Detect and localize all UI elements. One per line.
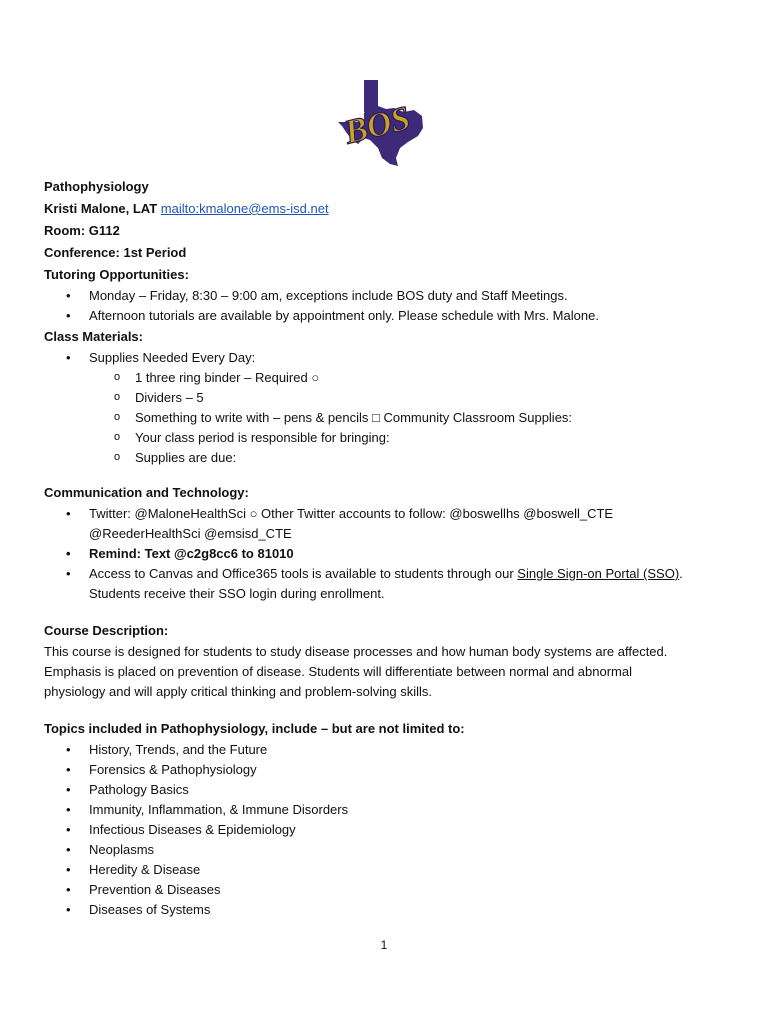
materials-heading: Class Materials:	[44, 329, 143, 344]
description-heading: Course Description:	[44, 623, 169, 638]
spacer	[44, 702, 724, 718]
texas-bos-logo-icon	[334, 76, 430, 170]
materials-list	[44, 348, 724, 368]
supplies-sublist	[44, 368, 724, 468]
document-body	[44, 176, 724, 920]
email-link[interactable]: mailto:kmalone@ems-isd.net	[160, 201, 329, 216]
topic-item: • Neoplasms	[44, 840, 724, 860]
description-line: physiology and will apply critical thinking and problem-solving skills.	[44, 684, 433, 699]
description-line: Emphasis is placed on prevention of disease. Students will differentiate between normal and abnormal	[44, 664, 632, 679]
topic-item: • Diseases of Systems	[44, 900, 724, 920]
access-line-2: Students receive their SSO login during enrollment.	[89, 586, 385, 601]
twitter-line-2: @ReederHealthSci @emsisd_CTE	[89, 526, 292, 541]
conference-info: Conference: 1st Period	[44, 245, 187, 260]
list-item: • Afternoon tutorials are available by appointment only. Please schedule with Mrs. Malone.	[44, 306, 724, 326]
tutoring-list	[44, 286, 724, 326]
spacer	[44, 604, 724, 620]
list-item: • Monday – Friday, 8:30 – 9:00 am, exceptions include BOS duty and Staff Meetings.	[44, 286, 724, 306]
teacher-line	[44, 198, 724, 220]
description-paragraph	[44, 642, 714, 702]
twitter-item	[44, 504, 724, 544]
access-item	[44, 564, 724, 604]
list-item: o 1 three ring binder – Required ○	[44, 368, 724, 388]
list-item: o Your class period is responsible for bringing:	[44, 428, 724, 448]
topic-item: • Prevention & Diseases	[44, 880, 724, 900]
logo-bos-text: BOS	[340, 99, 414, 152]
list-item: o Dividers – 5	[44, 388, 724, 408]
topic-item: • History, Trends, and the Future	[44, 740, 724, 760]
tutoring-heading: Tutoring Opportunities:	[44, 267, 189, 282]
teacher-name: Kristi Malone, LAT	[44, 201, 158, 216]
access-line-1	[89, 564, 724, 584]
sso-link[interactable]: Single Sign-on Portal (SSO)	[517, 566, 680, 581]
topic-item: • Immunity, Inflammation, & Immune Disorders	[44, 800, 724, 820]
topics-list	[44, 740, 724, 920]
access-period: .	[679, 566, 683, 581]
supplies-label: • Supplies Needed Every Day:	[44, 348, 724, 368]
course-title: Pathophysiology	[44, 179, 149, 194]
page-number: 1	[380, 938, 388, 952]
room-info: Room: G112	[44, 223, 120, 238]
remind-item: • Remind: Text @c2g8cc6 to 81010	[44, 544, 724, 564]
description-line: This course is designed for students to study disease processes and how human body systems are affected.	[44, 644, 668, 659]
communication-heading: Communication and Technology:	[44, 485, 249, 500]
list-item: o Supplies are due:	[44, 448, 724, 468]
twitter-line-1: • Twitter: @MaloneHealthSci ○ Other Twitter accounts to follow: @boswellhs @boswell_CTE	[89, 506, 614, 521]
access-text: Access to Canvas and Office365 tools is available to students through our	[89, 566, 518, 581]
school-logo	[334, 76, 430, 170]
topic-item: • Pathology Basics	[44, 780, 724, 800]
topic-item: • Heredity & Disease	[44, 860, 724, 880]
topic-item: • Forensics & Pathophysiology	[44, 760, 724, 780]
list-item: o Something to write with – pens & pencils □ Community Classroom Supplies:	[44, 408, 724, 428]
communication-list	[44, 504, 724, 604]
spacer	[44, 468, 724, 482]
topic-item: • Infectious Diseases & Epidemiology	[44, 820, 724, 840]
topics-heading: Topics included in Pathophysiology, include – but are not limited to:	[44, 721, 465, 736]
